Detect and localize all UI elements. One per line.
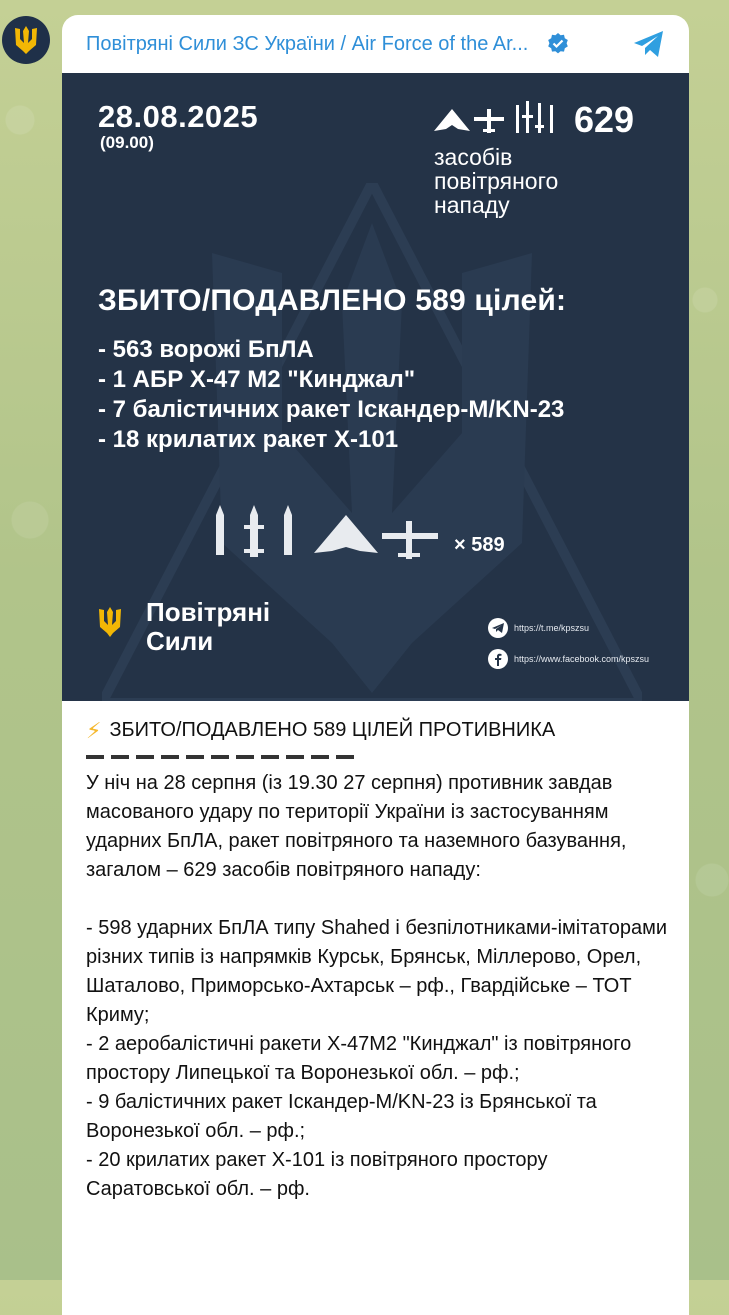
drone-icon — [314, 515, 378, 553]
shot-down-multiplier: × 589 — [454, 534, 505, 556]
telegram-icon[interactable] — [631, 26, 667, 62]
message-title — [86, 713, 671, 747]
lightning-icon: ⚡ — [86, 717, 102, 743]
report-date: 28.08.2025 — [98, 99, 259, 134]
total-label-line: нападу — [434, 192, 510, 218]
message-line: - 20 крилатих ракет Х-101 із повітряного простору Саратовської обл. – рф. — [86, 1149, 548, 1200]
plane-icon — [474, 109, 504, 133]
missile-icon — [216, 505, 292, 557]
message-title-text: ЗБИТО/ПОДАВЛЕНО 589 ЦІЛЕЙ ПРОТИВНИКА — [109, 718, 556, 741]
total-attack-count: 629 — [574, 99, 635, 140]
weapons-icon-row — [214, 505, 444, 567]
plane-icon — [382, 521, 438, 559]
report-time: (09.00) — [100, 133, 154, 152]
dash-divider — [86, 755, 671, 759]
message-intro: У ніч на 28 серпня (із 19.30 27 серпня) противник завдав масованого удару по території України із застосуванням ударних БпЛА, ракет повітряного та наземного базування, загалом – 629 засобів повітряного нападу: — [86, 772, 627, 881]
message-bubble — [62, 15, 689, 1315]
message-header — [62, 15, 689, 73]
poster-headline: ЗБИТО/ПОДАВЛЕНО 589 цілей: — [98, 284, 567, 317]
channel-name-link[interactable]: Повітряні Сили ЗС України / Air Force of the Ar... — [86, 32, 529, 55]
trident-icon — [96, 606, 124, 638]
facebook-icon — [488, 649, 508, 669]
channel-avatar[interactable] — [2, 16, 50, 64]
poster-list-item: - 18 крилатих ракет Х-101 — [98, 426, 399, 453]
facebook-url: https://www.facebook.com/kpszsu — [514, 654, 650, 664]
telegram-icon — [488, 618, 508, 638]
air-force-brand — [146, 598, 270, 656]
message-line: - 2 аеробалістичні ракети Х-47М2 "Кинджал" із повітряного простору Липецької та Воронезької обл. – рф.; — [86, 1033, 632, 1084]
telegram-link[interactable] — [488, 618, 589, 638]
drone-icon — [434, 109, 470, 131]
message-line: - 9 балістичних ракет Іскандер-М/KN-23 із Брянської та Воронезької обл. – рф.; — [86, 1091, 597, 1142]
telegram-url: https://t.me/kpszsu — [514, 623, 590, 633]
total-label-line: засобів — [434, 144, 513, 170]
trident-icon — [12, 25, 40, 55]
missile-icon — [516, 101, 553, 133]
weapons-icon-group — [434, 99, 562, 135]
message-line: - 598 ударних БпЛА типу Shahed і безпілотниками-імітаторами різних типів із напрямків Курськ, Брянськ, Міллерово, Орел, Шаталово, Приморсько-Ахтарськ – рф., Гвардійське – ТОТ Криму; — [86, 917, 668, 1026]
brand-line: Повітряні — [146, 597, 271, 627]
facebook-link[interactable] — [488, 649, 649, 669]
total-attack-label — [434, 145, 634, 217]
verified-badge-icon — [546, 32, 570, 56]
poster-list-item: - 7 балістичних ракет Іскандер-М/KN-23 — [98, 396, 565, 423]
total-label-line: повітряного — [434, 168, 559, 194]
infographic-image[interactable] — [62, 73, 689, 701]
poster-list — [98, 335, 564, 455]
poster-list-item: - 1 АБР Х-47 М2 "Кинджал" — [98, 366, 416, 393]
message-text — [86, 713, 671, 1204]
brand-line: Сили — [146, 626, 214, 656]
poster-list-item: - 563 ворожі БпЛА — [98, 336, 314, 363]
